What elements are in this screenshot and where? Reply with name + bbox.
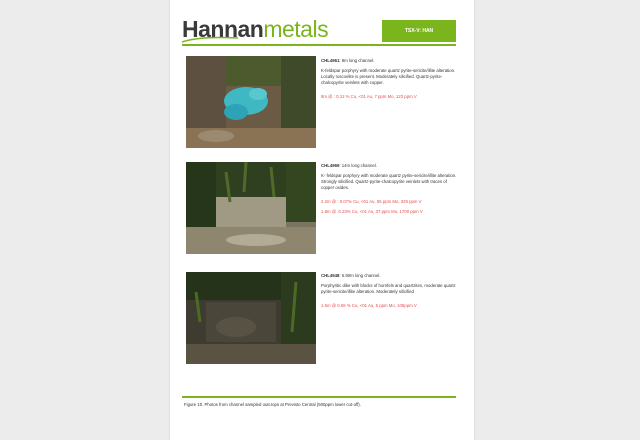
channel-id-3: CHL4948	[321, 273, 340, 278]
channel-description-1	[321, 58, 461, 100]
logo-text-metals: metals	[263, 16, 329, 42]
channel-title-3	[321, 273, 461, 279]
channel-length-2: : 14m long channel.	[339, 163, 377, 168]
outcrop-photo-3	[186, 272, 316, 364]
header-divider	[182, 44, 456, 46]
ticker-badge: TSX-V: HAN	[382, 20, 456, 42]
channel-geology-1: K-feldspar porphyry with moderate quartz pyrite-sericite/illite alteration. Locally roscoelite is present. Moderately silicified. Quartz-pyrite-chalcopyrite veinlets with copper.	[321, 68, 456, 85]
assay-result-3a: 1.5m @ 0.06 % Cu, <01 Au, 5 ppm Mo, 105ppm V	[321, 303, 417, 308]
channel-geology-2: K- feldspar porphyry with moderate quartz pyrite-sericite/illite alteration. Strongly silicified. Quartz-pyrite-chalcopyrite veinlets with traces of copper oxides.	[321, 173, 457, 190]
figure-caption: Figure 10. Photos from channel sampled outcrops at Previsto Central (500ppm lower cut-off).	[184, 402, 361, 407]
assay-result-1a: 8m @ : 0.12 % Cu, <01 Au, 7 ppm Mo, 123 ppm V	[321, 94, 417, 99]
channel-title-1	[321, 58, 461, 64]
channel-title-2	[321, 163, 461, 169]
channel-id-2: CHL4969	[321, 163, 340, 168]
footer-divider	[182, 396, 456, 398]
document-page	[170, 0, 474, 440]
outcrop-photo-1	[186, 56, 316, 148]
channel-description-2	[321, 163, 461, 215]
logo-swoosh-icon	[180, 36, 240, 44]
channel-length-1: : 8m long channel.	[339, 58, 375, 63]
logo-text-hannan: Hannan	[182, 16, 264, 42]
channel-length-3: : 6.90m long channel.	[339, 273, 381, 278]
assay-result-2b: 1.8m @ :0.23% Cu, <01 Au, 37 ppm Mo, 1700 ppm V	[321, 209, 423, 214]
channel-geology-3: Porphyritic dike with blocks of hornfels and quartzites, moderate quartz pyrite-sericite/illite alteration. Moderately silicified	[321, 283, 456, 294]
assay-result-2a: 2.2m @ : 0.07% Cu, <01 Au, 55 ppm Mo, 329 ppm V	[321, 199, 422, 204]
channel-id-1: CHL4961	[321, 58, 340, 63]
outcrop-photo-2	[186, 162, 316, 254]
channel-description-3	[321, 273, 461, 309]
